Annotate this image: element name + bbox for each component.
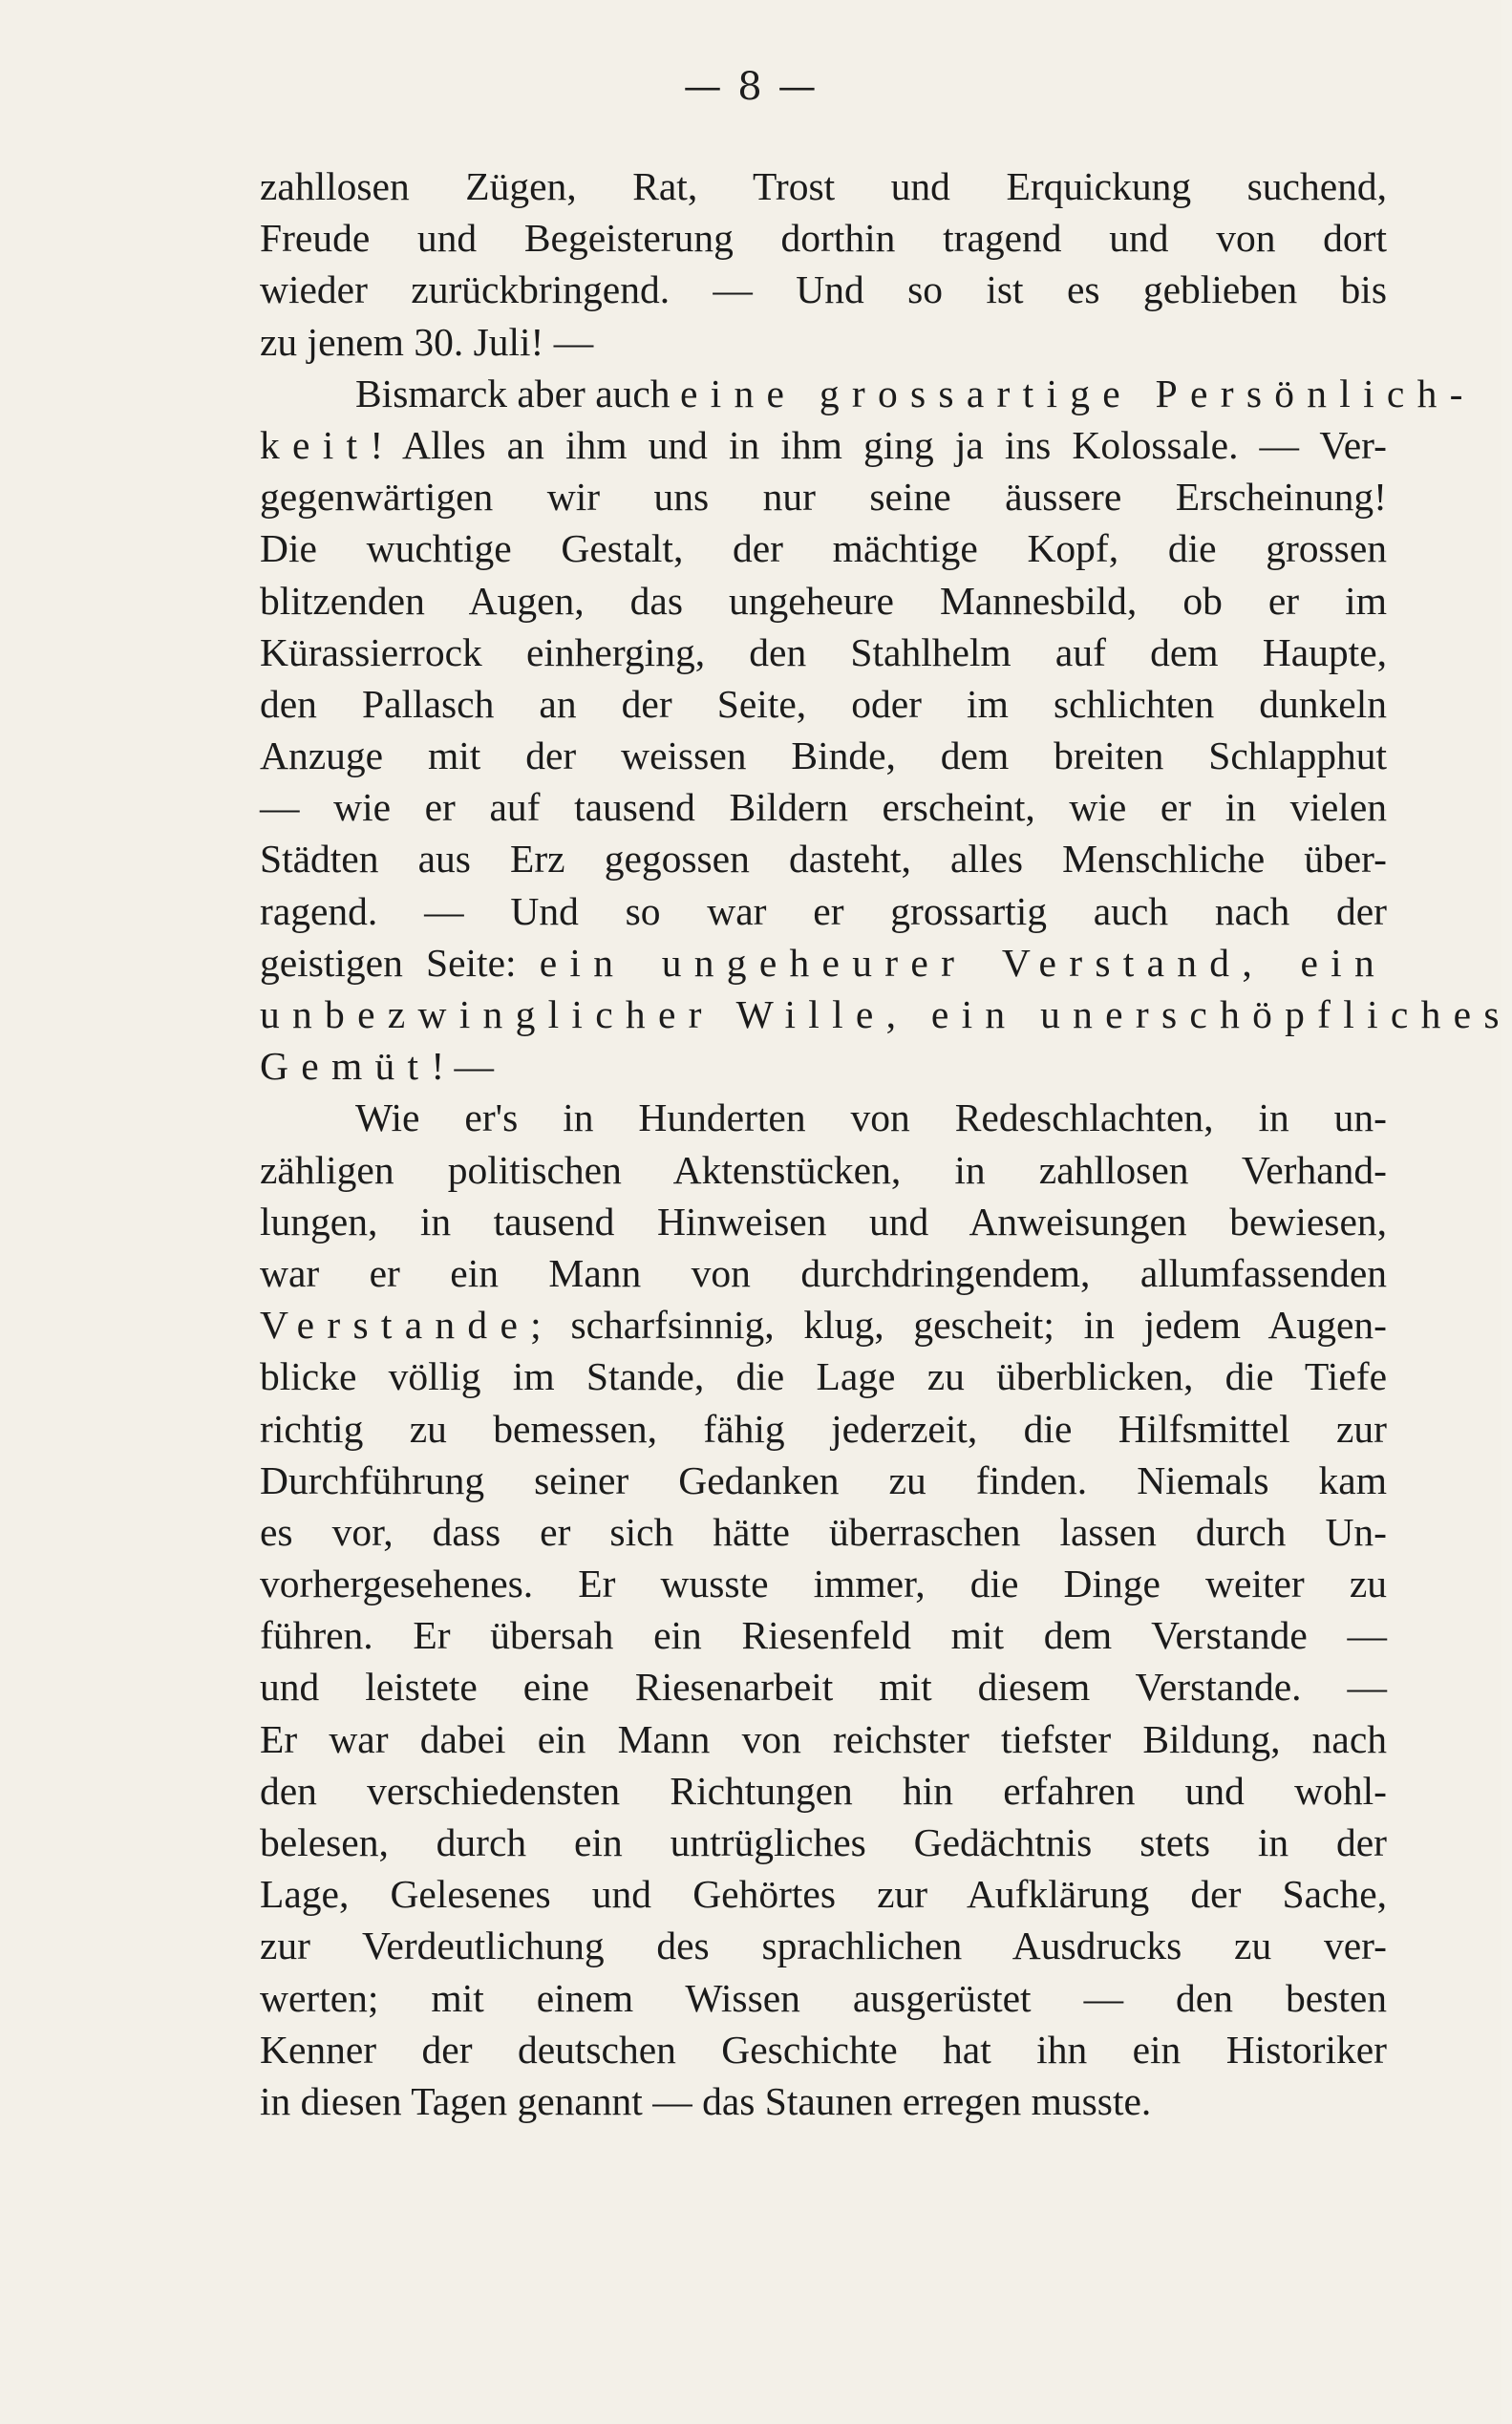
text-line <box>260 1040 1387 1092</box>
text-line: Durchführung seiner Gedanken zu finden. Niemals kam <box>260 1457 1387 1502</box>
text-line: Kürassierrock einherging, den Stahlhelm auf dem Haupte, <box>260 629 1387 674</box>
text-line: Freude und Begeisterung dorthin tragend und von dort <box>260 216 1387 261</box>
text-line: blitzenden Augen, das ungeheure Mannesbild, ob er im <box>260 578 1387 623</box>
spaced-emphasis: ein ungeheurer Verstand, ein <box>539 940 1387 985</box>
text-line: blicke völlig im Stande, die Lage zu überblicken, die Tiefe <box>260 1354 1387 1399</box>
text-line: Er war dabei ein Mann von reichster tiefster Bildung, nach <box>260 1716 1387 1761</box>
spaced-emphasis: unbezwinglicher Wille, ein unerschöpfliches <box>260 992 1512 1036</box>
text-line: belesen, durch ein untrügliches Gedächtnis stets in der <box>260 1820 1387 1864</box>
text-line: lungen, in tausend Hinweisen und Anweisungen bewiesen, <box>260 1199 1387 1244</box>
text-line: in diesen Tagen genannt — das Staunen erregen musste. <box>260 2078 1152 2123</box>
text-line: wieder zurückbringend. — Und so ist es geblieben bis <box>260 267 1387 312</box>
text-line: werten; mit einem Wissen ausgerüstet — den besten <box>260 1975 1387 2020</box>
text-line: richtig zu bemessen, fähig jederzeit, die Hilfsmittel zur <box>260 1406 1387 1451</box>
text-line: den verschiedensten Richtungen hin erfahren und wohl- <box>260 1768 1387 1813</box>
text-line: und leistete eine Riesenarbeit mit diesem Verstande. — <box>260 1665 1387 1710</box>
text-line: Lage, Gelesenes und Gehörtes zur Aufklärung der Sache, <box>260 1872 1387 1917</box>
spaced-emphasis: Gemüt <box>260 1044 432 1089</box>
text-line: vorhergesehenes. Er wusste immer, die Dinge weiter zu <box>260 1562 1387 1606</box>
text-line: — wie er auf tausend Bildern erscheint, wie er in vielen <box>260 785 1387 830</box>
text-line: es vor, dass er sich hätte überraschen lassen durch Un- <box>260 1509 1387 1554</box>
body-text <box>260 160 1512 2127</box>
text-line: zähligen politischen Aktenstücken, in zahllosen Verhand- <box>260 1147 1387 1192</box>
text-line: zu jenem 30. Juli! — <box>260 319 594 364</box>
text-line: Kenner der deutschen Geschichte hat ihn ein Historiker <box>260 2027 1387 2072</box>
text-line: zahllosen Zügen, Rat, Trost und Erquickung suchend, <box>260 164 1387 208</box>
page-number: — 8 — <box>683 65 819 109</box>
spaced-emphasis: keit <box>260 422 371 467</box>
text-line: Städten aus Erz gegossen dasteht, alles Menschliche über- <box>260 837 1387 882</box>
text-line <box>260 1299 1387 1350</box>
text-line <box>260 989 1512 1040</box>
spaced-emphasis: Verstande <box>260 1303 531 1348</box>
text-line <box>260 937 1387 989</box>
text-line: gegenwärtigen wir uns nur seine äussere Erscheinung! <box>260 475 1387 520</box>
text-line: Anzuge mit der weissen Binde, dem breiten Schlapphut <box>260 734 1387 778</box>
text-line: den Pallasch an der Seite, oder im schlichten dunkeln <box>260 681 1387 726</box>
text-line: Wie er's in Hunderten von Redeschlachten, in un- <box>355 1095 1387 1140</box>
text-line <box>260 368 1476 419</box>
text-run: geistigen Seite: <box>260 940 540 985</box>
text-run: ! — <box>431 1044 495 1089</box>
text-run: ! Alles an ihm und in ihm ging ja ins Kolossale. — Ver- <box>370 422 1387 467</box>
text-line: ragend. — Und so war er grossartig auch nach der <box>260 888 1387 933</box>
text-line: zur Verdeutlichung des sprachlichen Ausdrucks zu ver- <box>260 1924 1387 1968</box>
text-line: war er ein Mann von durchdringendem, allumfassenden <box>260 1250 1387 1295</box>
text-run: Bismarck aber auch <box>355 371 680 415</box>
spaced-emphasis: eine grossartige Persönlich- <box>679 371 1476 415</box>
text-run: ; scharfsinnig, klug, gescheit; in jedem Augen- <box>530 1303 1387 1348</box>
text-line: führen. Er übersah ein Riesenfeld mit dem Verstande — <box>260 1613 1387 1658</box>
text-line <box>260 419 1387 471</box>
text-line: Die wuchtige Gestalt, der mächtige Kopf, die grossen <box>260 526 1387 571</box>
